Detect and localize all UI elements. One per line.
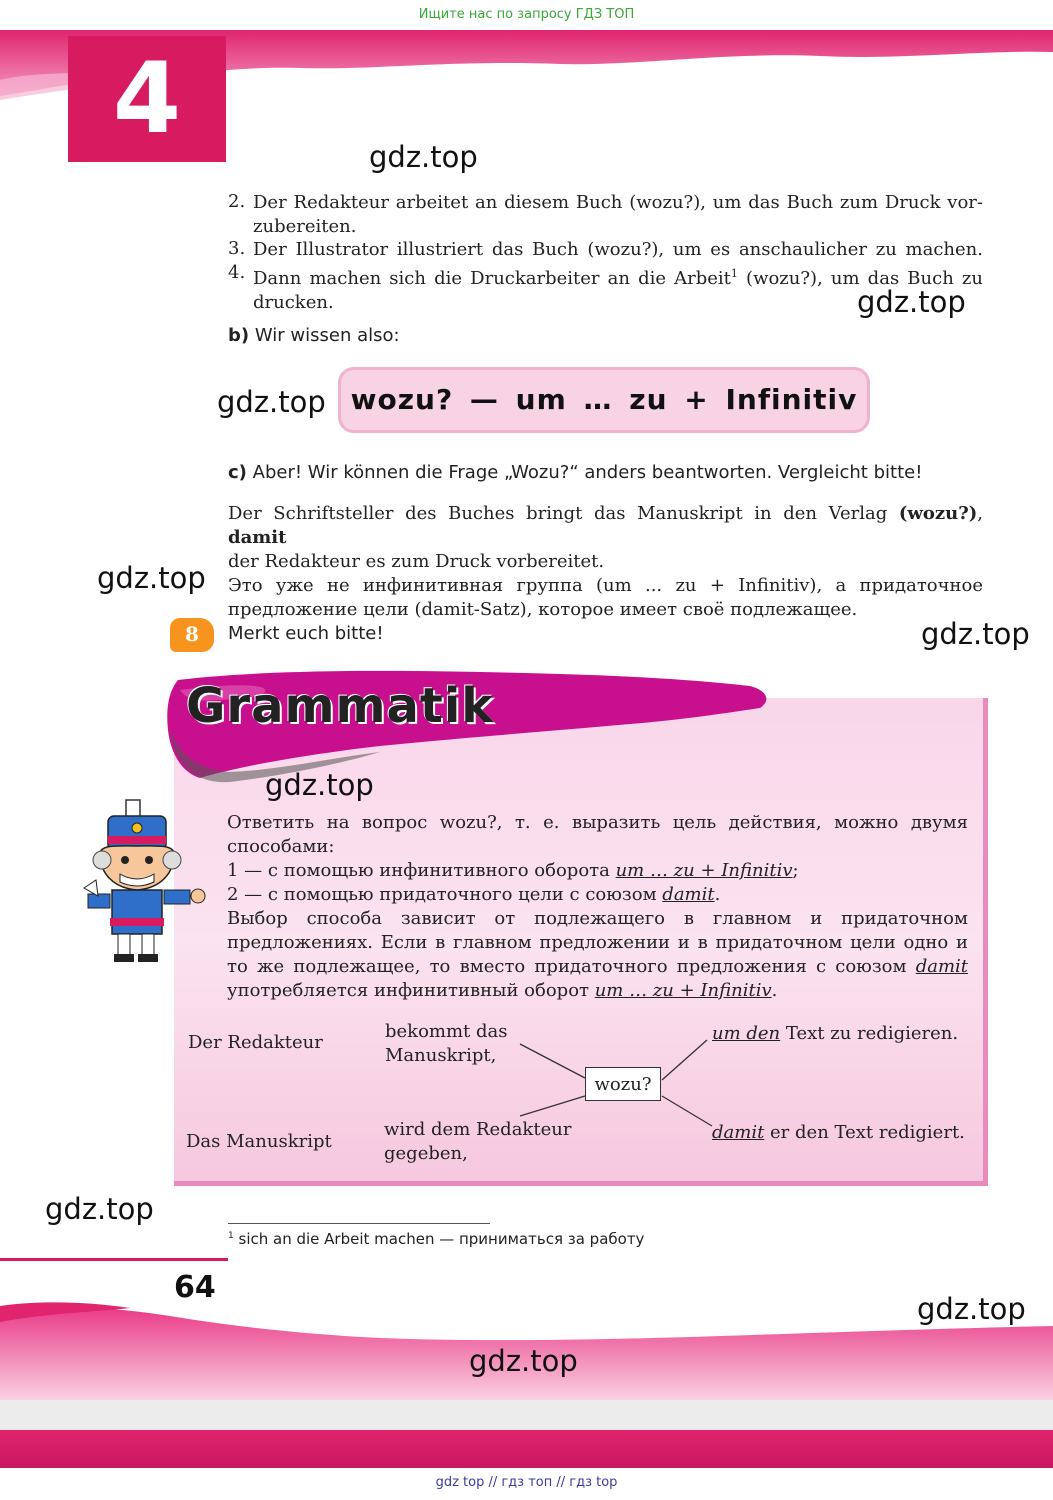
- grammar-explanation: Ответить на вопрос wozu?, т. е. выразить цель действия, можно двумя способами: 1 — с помощью инфинитивного оборота um … zu + Infinitiv; 2 — с помощью придаточного цели с союзом damit. Выбор способа зависит от подлежащего в главном и придаточном предложениях. Если в главном предложении и в придаточном цели одно и то же подлежащее, то вместо придаточного предложения с союзом damit употребляется инфинитивный оборот um … zu + Infinitiv.: [227, 812, 968, 1001]
- diagram-result-1: um den Text zu redigieren.: [712, 1023, 959, 1044]
- watermark: gdz.top: [217, 385, 326, 419]
- diagram-predicate-1: bekommt das Manuskript,: [385, 1021, 508, 1066]
- chapter-number: 4: [68, 36, 226, 162]
- diagram-subject-1: Der Redakteur: [188, 1032, 323, 1053]
- nutcracker-mascot-image: [80, 798, 210, 966]
- list-item: Der Illustrator illustriert das Buch (wozu?), um es anschaulicher zu machen.: [253, 239, 983, 260]
- page-number-rule: [0, 1258, 228, 1261]
- list-number: 4.: [228, 262, 246, 283]
- next-page-band: [0, 1430, 1053, 1468]
- top-note: Ищите нас по запросу ГДЗ ТОП: [418, 7, 635, 22]
- example-paragraph: Der Schriftsteller des Buches bringt das Manuskript in den Verlag (wozu?), damit der Redakteur es zum Druck vorbereitet. Это уже не инфинитивная группа (um ... zu + Infinitiv), а придаточное предложение цели (damit-Satz), которое имеет своё подлежащее.: [228, 503, 983, 620]
- page-number: 64: [174, 1270, 216, 1305]
- list-item: Dann machen sich die Druckarbeiter an die Arbeit$^1$ (wozu?), um das Buch zu drucken.: [253, 267, 983, 313]
- bottom-note: gdz top // гдз топ // гдз top: [435, 1475, 618, 1490]
- diagram-question-box: wozu?: [585, 1067, 661, 1101]
- watermark: gdz.top: [857, 285, 966, 319]
- watermark: gdz.top: [45, 1192, 154, 1226]
- grammar-title: Grammatik: [186, 678, 495, 734]
- section-c: c) Aber! Wir können die Frage „Wozu?“ anders beantworten. Vergleicht bitte!: [228, 462, 923, 483]
- watermark: gdz.top: [921, 617, 1030, 651]
- page-gap: [0, 1400, 1053, 1430]
- watermark: gdz.top: [369, 140, 478, 174]
- list-number: 2.: [228, 191, 246, 212]
- rule-box: wozu? — um … zu + Infinitiv: [338, 367, 870, 433]
- diagram-subject-2: Das Manuskript: [186, 1131, 332, 1152]
- watermark: gdz.top: [917, 1292, 1026, 1326]
- exercise-instruction: Merkt euch bitte!: [228, 623, 384, 644]
- watermark: gdz.top: [469, 1344, 578, 1378]
- diagram-predicate-2: wird dem Redakteur gegeben,: [384, 1119, 572, 1164]
- footnote: $^1$ sich an die Arbeit machen — приниматься за работу: [228, 1230, 645, 1248]
- exercise-number-badge: 8: [170, 618, 214, 652]
- list-number: 3.: [228, 238, 246, 259]
- watermark: gdz.top: [265, 768, 374, 802]
- list-item: Der Redakteur arbeitet an diesem Buch (wozu?), um das Buch zum Druck vor- zubereiten.: [253, 192, 983, 237]
- diagram-result-2: damit er den Text redigiert.: [712, 1122, 965, 1143]
- watermark: gdz.top: [97, 561, 206, 595]
- section-b: b) Wir wissen also:: [228, 325, 400, 346]
- footnote-divider: [228, 1223, 490, 1224]
